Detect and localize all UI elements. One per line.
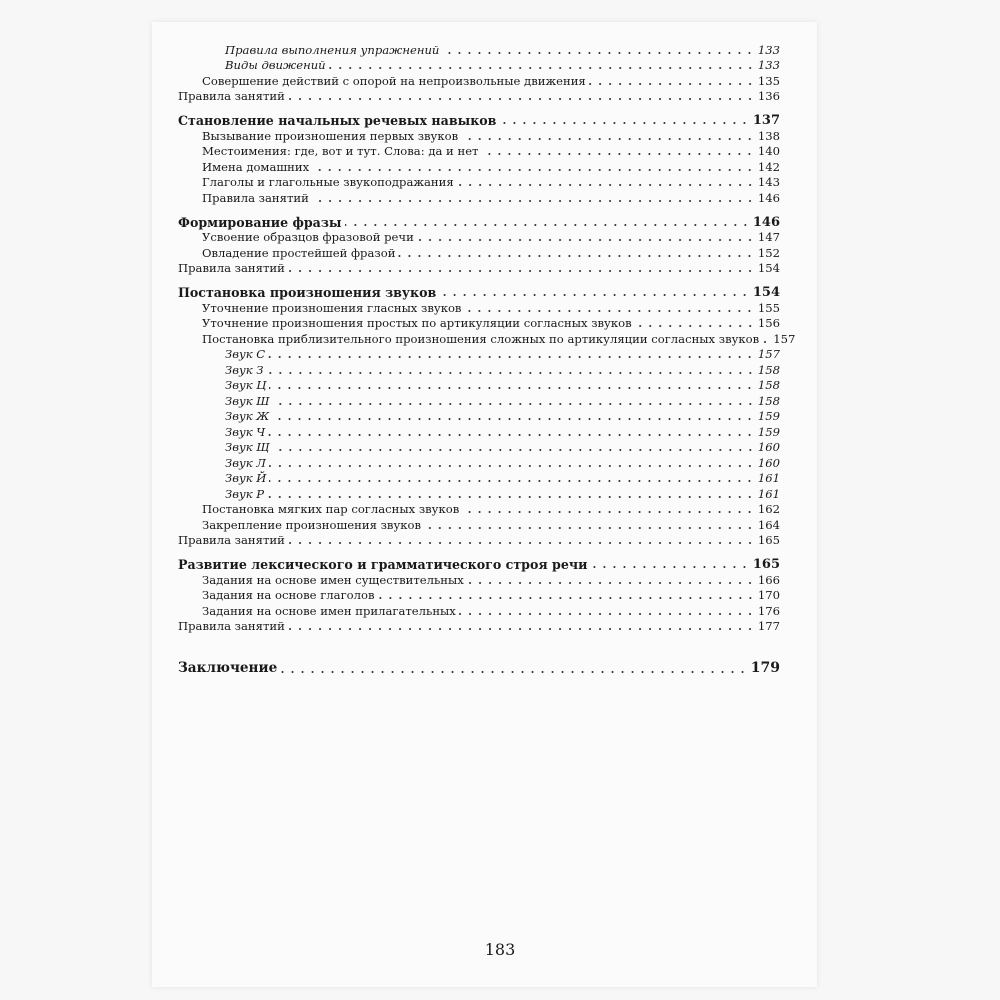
toc-entry-title: Уточнение произношения простых по артикуляции согласных звуков [202, 316, 632, 330]
toc-entry-title: Вызывание произношения первых звуков [202, 128, 459, 143]
toc-entry [178, 588, 780, 604]
toc-entry-page: 165 [757, 533, 780, 547]
toc-entry-page: 159 [757, 424, 780, 439]
toc-entry-page: 146 [757, 190, 780, 205]
toc-entry-page: 133 [757, 42, 780, 57]
toc-leader-dots [439, 286, 750, 297]
toc-entry-page: 166 [757, 572, 780, 587]
toc-entry-page: 161 [757, 471, 780, 485]
toc-entry-page: 138 [757, 128, 780, 143]
toc-entry [178, 409, 780, 425]
toc-entry-title: Становление начальных речевых навыков [178, 113, 497, 128]
toc-leader-dots [467, 574, 755, 585]
toc-entry-page: 162 [757, 502, 780, 516]
toc-entry-page: 158 [757, 378, 780, 392]
toc-leader-dots [268, 426, 755, 437]
toc-leader-dots [462, 503, 755, 514]
toc-entry [178, 378, 780, 394]
toc-leader-dots [272, 410, 755, 421]
toc-entry-page: 165 [752, 557, 780, 572]
toc-entry-page: 179 [750, 660, 780, 676]
toc-entry [178, 278, 780, 300]
toc-leader-dots [273, 441, 755, 452]
toc-leader-dots [345, 216, 750, 227]
toc-entry [178, 159, 780, 175]
toc-entry [178, 517, 780, 533]
toc-entry [178, 362, 780, 378]
toc-entry-title: Правила занятий [178, 261, 285, 275]
toc-leader-dots [312, 161, 755, 172]
toc-entry [178, 648, 780, 688]
toc-leader-dots [461, 130, 755, 141]
toc-leader-dots [589, 75, 755, 86]
toc-entry [178, 533, 780, 549]
toc-leader-dots [635, 317, 755, 328]
toc-entry-title: Постановка произношения звуков [178, 285, 437, 300]
toc-entry-title: Постановка мягких пар согласных звуков [202, 502, 460, 516]
toc-entry-page: 147 [757, 230, 780, 244]
table-of-contents [178, 42, 796, 688]
toc-entry-title: Местоимения: где, вот и тут. Слова: да и нет [202, 144, 479, 158]
toc-leader-dots [267, 488, 755, 499]
toc-entry-page: 157 [773, 331, 796, 346]
toc-entry-page: 157 [757, 347, 780, 361]
toc-entry [178, 424, 780, 440]
toc-entry-page: 158 [757, 362, 780, 377]
toc-entry-title: Звук Ш [225, 393, 270, 408]
toc-entry-page: 136 [757, 89, 780, 103]
page-number: 183 [484, 940, 516, 959]
toc-entry-title: Звук Р [225, 486, 265, 501]
toc-entry-page: 158 [757, 393, 780, 408]
toc-leader-dots [268, 348, 755, 359]
toc-leader-dots [590, 558, 749, 569]
toc-leader-dots [269, 472, 754, 483]
toc-leader-dots [398, 247, 754, 258]
toc-leader-dots [273, 395, 755, 406]
toc-leader-dots [280, 663, 748, 674]
toc-entry-title: Правила выполнения упражнений [225, 42, 440, 57]
toc-leader-dots [269, 457, 755, 468]
toc-leader-dots [464, 302, 754, 313]
toc-leader-dots [417, 231, 755, 242]
toc-leader-dots [457, 176, 755, 187]
toc-entry-title: Овладение простейшей фразой [202, 245, 396, 260]
toc-entry-page: 155 [757, 300, 780, 315]
toc-entry [178, 230, 780, 246]
toc-entry [178, 502, 780, 518]
toc-leader-dots [424, 519, 755, 530]
toc-leader-dots [378, 589, 755, 600]
toc-entry-title: Звук З [225, 362, 264, 377]
toc-entry-title: Звук Ц [225, 378, 267, 392]
toc-leader-dots [499, 114, 749, 125]
toc-entry [178, 347, 780, 363]
toc-leader-dots [329, 59, 755, 70]
toc-entry [178, 316, 780, 332]
toc-entry-title: Звук С [225, 347, 266, 361]
toc-entry-title: Формирование фразы [178, 214, 342, 230]
toc-entry [178, 144, 780, 160]
toc-entry [178, 619, 780, 635]
toc-entry-title: Звук Ч [225, 424, 266, 439]
toc-entry [178, 89, 780, 105]
toc-entry-page: 177 [757, 619, 780, 633]
toc-leader-dots [267, 364, 755, 375]
toc-entry-title: Глаголы и глагольные звукоподражания [202, 175, 454, 189]
toc-entry-title: Виды движений [225, 58, 326, 72]
toc-entry-title: Задания на основе имен прилагательных [202, 603, 456, 618]
toc-entry [178, 393, 780, 409]
toc-entry-page: 160 [757, 440, 780, 454]
toc-entry [178, 208, 780, 230]
toc-entry-page: 142 [757, 159, 780, 174]
toc-entry-title: Имена домашних [202, 159, 310, 174]
toc-entry-title: Задания на основе глаголов [202, 588, 375, 602]
toc-entry-page: 137 [752, 113, 780, 128]
toc-entry-page: 146 [752, 214, 780, 230]
toc-leader-dots [288, 534, 755, 545]
toc-entry-title: Развитие лексического и грамматического строя речи [178, 557, 588, 572]
toc-leader-dots [459, 605, 755, 616]
toc-leader-dots [762, 333, 770, 344]
toc-entry [178, 58, 780, 74]
toc-entry-title: Звук Л [225, 455, 266, 470]
toc-entry-page: 152 [757, 245, 780, 260]
toc-entry-title: Правила занятий [178, 533, 285, 547]
toc-entry-page: 156 [757, 316, 780, 330]
toc-entry-page: 133 [757, 58, 780, 72]
toc-entry-page: 170 [757, 588, 780, 602]
toc-leader-dots [442, 44, 754, 55]
toc-entry [178, 486, 780, 502]
toc-entry-page: 176 [757, 603, 780, 618]
toc-entry-page: 154 [757, 261, 780, 275]
toc-entry-page: 140 [757, 144, 780, 158]
toc-entry-page: 161 [757, 486, 780, 501]
toc-leader-dots [481, 145, 754, 156]
toc-entry [178, 245, 780, 261]
toc-entry-title: Звук Щ [225, 440, 270, 454]
toc-entry-title: Заключение [178, 660, 278, 676]
toc-entry-title: Задания на основе имен существительных [202, 572, 464, 587]
toc-leader-dots [269, 379, 754, 390]
toc-entry [178, 455, 780, 471]
toc-entry-page: 164 [757, 517, 780, 532]
toc-leader-dots [288, 620, 755, 631]
toc-entry-title: Уточнение произношения гласных звуков [202, 300, 462, 315]
toc-leader-dots [288, 262, 755, 273]
toc-entry [178, 261, 780, 277]
toc-entry-title: Правила занятий [178, 619, 285, 633]
toc-entry [178, 603, 780, 619]
toc-entry [178, 106, 780, 128]
toc-entry [178, 572, 780, 588]
toc-entry-title: Звук Ж [225, 409, 270, 423]
toc-entry-page: 154 [752, 285, 780, 300]
toc-entry-page: 143 [757, 175, 780, 189]
toc-entry-title: Закрепление произношения звуков [202, 517, 422, 532]
toc-entry [178, 300, 780, 316]
toc-entry-title: Звук Й [225, 471, 267, 485]
toc-entry [178, 42, 780, 58]
toc-entry [178, 440, 780, 456]
toc-entry-title: Совершение действий с опорой на непроизвольные движения [202, 73, 586, 88]
toc-entry-title: Правила занятий [202, 190, 309, 205]
toc-entry-page: 159 [757, 409, 780, 423]
toc-entry [178, 331, 796, 347]
toc-leader-dots [312, 192, 755, 203]
toc-entry [178, 175, 780, 191]
toc-entry [178, 73, 780, 89]
toc-entry-title: Постановка приблизительного произношения сложных по артикуляции согласных звуков [202, 331, 760, 346]
toc-entry [178, 471, 780, 487]
toc-entry [178, 128, 780, 144]
toc-entry-title: Правила занятий [178, 89, 285, 103]
toc-entry-page: 135 [757, 73, 780, 88]
toc-entry [178, 190, 780, 206]
toc-leader-dots [288, 90, 755, 101]
toc-entry [178, 550, 780, 572]
toc-entry-title: Усвоение образцов фразовой речи [202, 230, 414, 244]
toc-entry-page: 160 [757, 455, 780, 470]
